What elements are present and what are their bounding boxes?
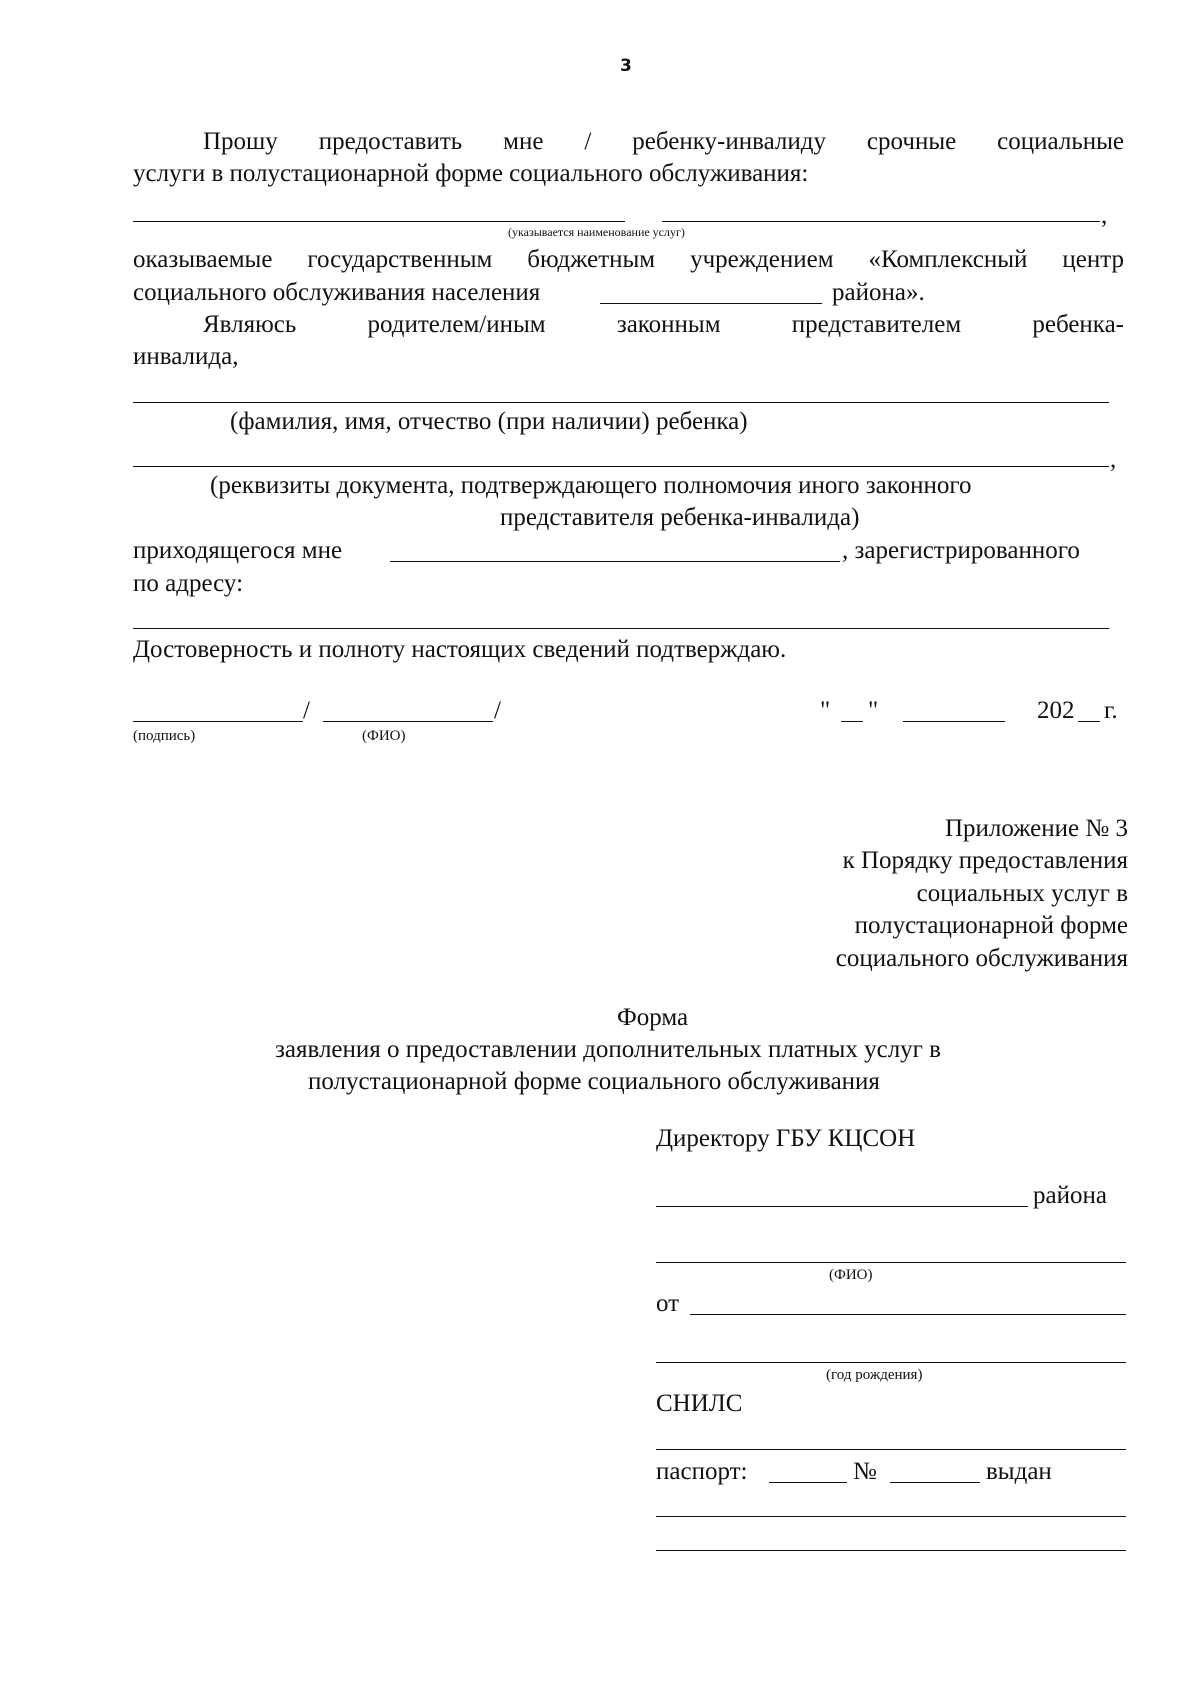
services-comma: ,: [1101, 202, 1108, 229]
director-fio-hint: (ФИО): [829, 1267, 873, 1283]
district-label: района: [1033, 1182, 1107, 1209]
services-hint: (указывается наименование услуг): [508, 225, 685, 239]
child-name-blank[interactable]: [133, 402, 1109, 403]
document-details-blank[interactable]: [133, 466, 1109, 467]
appendix-line-4: полустационарной форме: [854, 912, 1128, 939]
parent-line-1: Являюсь родителем/иным законным представителем ребенка-: [203, 311, 1124, 338]
passport-issuer-blank-1[interactable]: [656, 1516, 1126, 1517]
services-blank-2[interactable]: [662, 221, 1100, 222]
district-name-blank[interactable]: [656, 1206, 1028, 1207]
snils-label: СНИЛС: [656, 1390, 743, 1417]
form-title: Форма: [617, 1004, 689, 1031]
appendix-line-5: социального обслуживания: [835, 945, 1128, 972]
date-year: 202: [1037, 697, 1075, 724]
document-hint-line-1: (реквизиты документа, подтверждающего полномочия иного законного: [210, 472, 972, 499]
passport-number-sign: №: [853, 1458, 877, 1485]
passport-label: паспорт:: [656, 1458, 748, 1485]
signature-hint: (подпись): [133, 728, 196, 744]
request-line-2: услуги в полустационарной форме социального обслуживания:: [133, 160, 809, 187]
birth-year-hint: (год рождения): [826, 1367, 923, 1383]
appendix-line-2: к Порядку предоставления: [842, 847, 1128, 874]
relation-blank[interactable]: [390, 561, 840, 562]
district-suffix: района».: [832, 279, 925, 306]
document-hint-line-2: представителя ребенка-инвалида): [500, 504, 860, 531]
passport-number-blank[interactable]: [890, 1482, 980, 1483]
child-name-hint: (фамилия, имя, отчество (при наличии) ребенка): [230, 408, 748, 435]
director-fio-blank[interactable]: [656, 1262, 1126, 1263]
parent-line-2: инвалида,: [133, 343, 239, 370]
applicant-fio-blank[interactable]: [690, 1314, 1126, 1315]
request-line-1: Прошу предоставить мне / ребенку-инвалиду срочные социальные: [203, 128, 1124, 155]
date-year-suffix: г.: [1104, 697, 1118, 724]
passport-issuer-blank-2[interactable]: [656, 1550, 1126, 1551]
appendix-line-1: Приложение № 3: [944, 815, 1128, 842]
services-blank-1[interactable]: [133, 221, 625, 222]
address-blank[interactable]: [133, 628, 1109, 629]
provided-by-line-1: оказываемые государственным бюджетным учреждением «Комплексный центр: [133, 246, 1124, 273]
date-day-blank[interactable]: [841, 721, 863, 722]
director-label: Директору ГБУ КЦСОН: [656, 1125, 916, 1152]
snils-blank[interactable]: [656, 1449, 1126, 1450]
form-subtitle-line-1: заявления о предоставлении дополнительных платных услуг в: [275, 1036, 941, 1063]
provided-by-line-2: социального обслуживания населения: [133, 279, 541, 306]
fio-hint: (ФИО): [362, 728, 406, 744]
address-label: по адресу:: [133, 570, 244, 597]
signature-slash: /: [303, 697, 310, 724]
date-year-blank[interactable]: [1078, 721, 1100, 722]
fio-slash: /: [494, 697, 501, 724]
form-subtitle-line-2: полустационарной форме социального обслуживания: [308, 1068, 880, 1095]
relation-label: приходящегося мне: [133, 537, 343, 564]
confirm-text: Достоверность и полноту настоящих сведений подтверждаю.: [133, 636, 787, 663]
registered-label: , зарегистрированного: [842, 537, 1080, 564]
page-number: 3: [620, 56, 632, 76]
fio-blank[interactable]: [323, 721, 493, 722]
document-comma: ,: [1110, 446, 1117, 473]
date-month-blank[interactable]: [903, 721, 1005, 722]
passport-series-blank[interactable]: [769, 1482, 847, 1483]
passport-issued-label: выдан: [986, 1458, 1052, 1485]
district-blank[interactable]: [600, 303, 822, 304]
date-quote-close: ": [868, 697, 879, 724]
birth-year-blank[interactable]: [656, 1362, 1126, 1363]
date-quote-open: ": [820, 697, 831, 724]
appendix-line-3: социальных услуг в: [916, 880, 1128, 907]
from-label: от: [656, 1290, 680, 1317]
signature-blank[interactable]: [133, 721, 303, 722]
